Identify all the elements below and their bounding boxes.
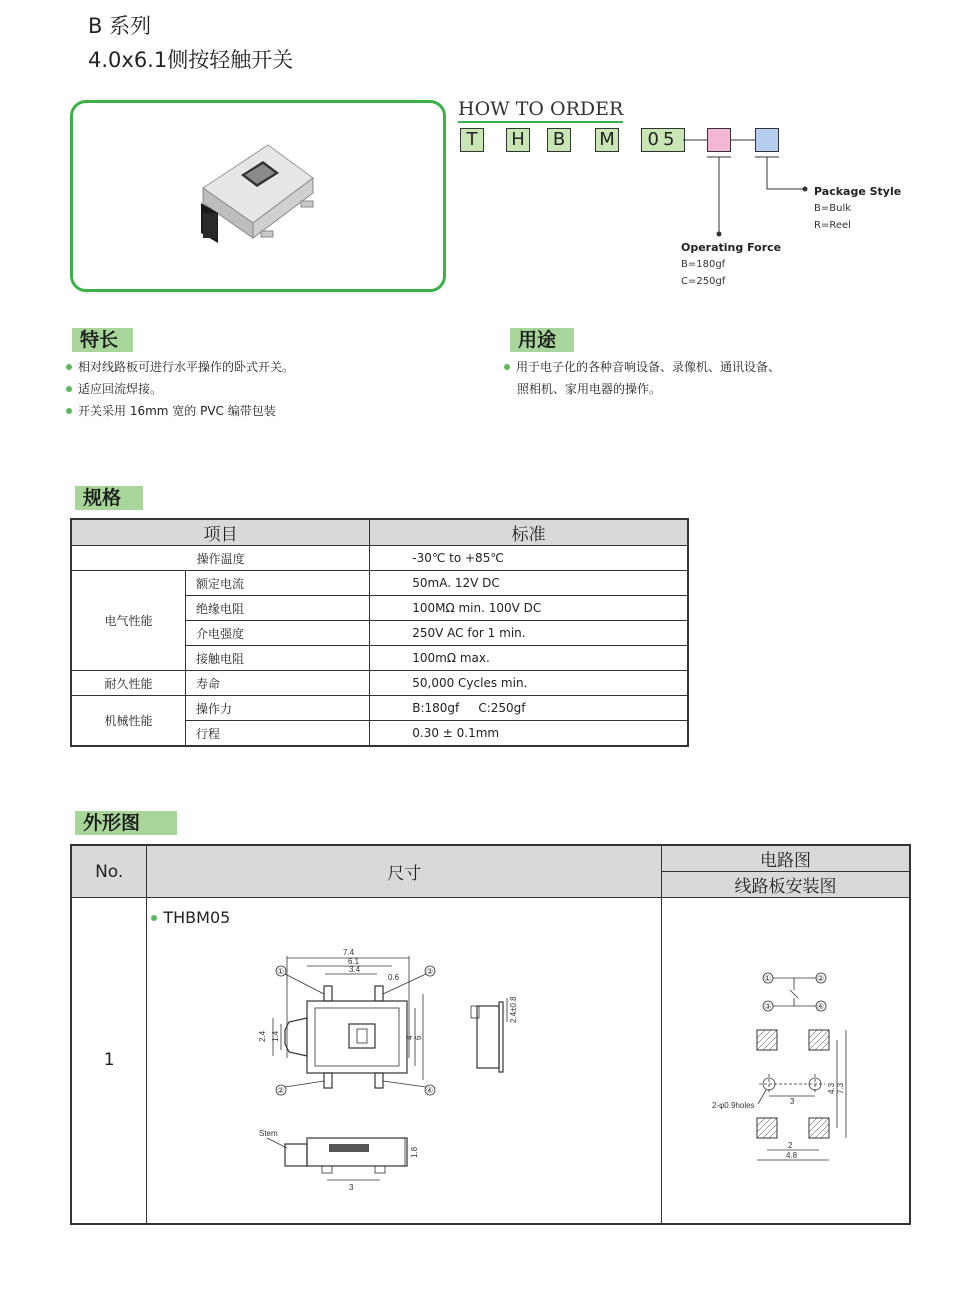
dimension-drawing <box>147 898 663 1224</box>
outline-row-no: 1 <box>71 898 147 1224</box>
order-code-05: 05 <box>641 128 685 152</box>
dim-6: 6 <box>414 1035 424 1040</box>
outline-header-pcb: 线路板安装图 <box>662 872 910 898</box>
spec-label: 行程 <box>186 721 370 747</box>
spec-value: -30℃ to +85℃ <box>370 546 688 571</box>
spec-group-electrical: 电气性能 <box>71 571 186 671</box>
outline-heading: 外形图 <box>75 811 177 835</box>
list-item: 开关采用 16mm 宽的 PVC 编带包装 <box>66 400 294 422</box>
pin-4-label: ④ <box>426 1086 434 1095</box>
dim-0-6: 0.6 <box>388 973 400 982</box>
circuit-pin-3: ③ <box>764 1002 772 1011</box>
table-row <box>71 898 910 1224</box>
table-header-row <box>71 519 688 546</box>
spec-label: 寿命 <box>186 671 370 696</box>
spec-label: 介电强度 <box>186 621 370 646</box>
spec-value: B:180gf C:250gf <box>370 696 688 721</box>
dim-2-4: 2.4 <box>258 1030 268 1042</box>
spec-table <box>70 518 689 747</box>
pcb-dim-2: 2 <box>788 1141 793 1150</box>
dim-side: 2.4±0.8 <box>509 996 519 1023</box>
operating-force-label: Operating Force <box>681 241 782 254</box>
order-connector-lines <box>680 128 820 243</box>
dim-6-1: 6.1 <box>348 957 360 966</box>
series-title: B 系列 <box>88 14 152 38</box>
order-code-m: M <box>595 128 619 152</box>
order-code-t: T <box>460 128 484 152</box>
table-row <box>71 671 688 696</box>
dim-1-8: 1.8 <box>410 1146 420 1158</box>
applications-heading: 用途 <box>510 328 574 352</box>
spec-value: 100mΩ max. <box>370 646 688 671</box>
outline-header-size: 尺寸 <box>147 845 662 898</box>
pin-1-label: ① <box>277 967 285 976</box>
bullet-icon <box>66 386 72 392</box>
product-photo <box>73 103 443 289</box>
spec-value: 50,000 Cycles min. <box>370 671 688 696</box>
circuit-pin-2: ② <box>817 974 825 983</box>
spec-label: 额定电流 <box>186 571 370 596</box>
spec-group-durability: 耐久性能 <box>71 671 186 696</box>
dim-7-4: 7.4 <box>343 948 355 957</box>
list-item: 用于电子化的各种音响设备、录像机、通讯设备、 <box>504 356 780 378</box>
spec-label: 接触电阻 <box>186 646 370 671</box>
package-option-reel: R=Reel <box>814 220 851 231</box>
bullet-icon <box>504 364 510 370</box>
spec-heading: 规格 <box>75 486 143 510</box>
dim-3-4: 3.4 <box>349 965 361 974</box>
package-option-bulk: B=Bulk <box>814 203 852 214</box>
bullet-icon <box>66 364 72 370</box>
pcb-dim-7-3: 7.3 <box>836 1082 846 1094</box>
holes-label: 2-φ0.9holes <box>712 1101 755 1110</box>
spec-group-mechanical: 机械性能 <box>71 696 186 747</box>
package-style-label: Package Style <box>814 185 902 198</box>
circuit-pin-4: ④ <box>817 1002 825 1011</box>
spec-label: 操作力 <box>186 696 370 721</box>
dim-1-4: 1.4 <box>271 1030 281 1042</box>
pcb-dim-4-3: 4.3 <box>827 1082 837 1094</box>
spec-value: 100MΩ min. 100V DC <box>370 596 688 621</box>
how-to-order-title: HOW TO ORDER <box>458 98 623 123</box>
features-list <box>66 356 294 422</box>
list-item: 照相机、家用电器的操作。 <box>517 382 662 396</box>
outline-header-circuit: 电路图 <box>662 845 910 872</box>
outline-circuit-cell <box>662 898 910 1224</box>
table-row <box>71 546 688 571</box>
dim-4: 4 <box>405 1035 415 1040</box>
circuit-pcb-drawing <box>662 898 911 1224</box>
stem-label: Stem <box>259 1129 279 1138</box>
force-option-c: C=250gf <box>681 276 726 287</box>
list-item: 适应回流焊接。 <box>66 378 294 400</box>
force-option-b: B=180gf <box>681 259 726 270</box>
spec-label: 操作温度 <box>71 546 370 571</box>
order-code-h: H <box>506 128 530 152</box>
bullet-icon <box>66 408 72 414</box>
table-row <box>71 571 688 596</box>
applications-list <box>504 356 780 400</box>
spec-header-item: 项目 <box>71 519 370 546</box>
features-heading: 特长 <box>72 328 133 352</box>
pcb-dim-4-8: 4.8 <box>786 1151 798 1160</box>
pin-2-label: ② <box>277 1086 285 1095</box>
dim-bottom-3: 3 <box>349 1183 354 1192</box>
spec-label: 绝缘电阻 <box>186 596 370 621</box>
spec-value: 0.30 ± 0.1mm <box>370 721 688 747</box>
order-code-b: B <box>547 128 571 152</box>
product-photo-frame <box>70 100 446 292</box>
circuit-pin-1: ① <box>764 974 772 983</box>
model-label: THBM05 <box>151 908 230 927</box>
pcb-dim-3: 3 <box>790 1097 795 1106</box>
list-item: 相对线路板可进行水平操作的卧式开关。 <box>66 356 294 378</box>
table-row <box>71 696 688 721</box>
pin-3-label: ③ <box>426 967 434 976</box>
outline-header-no: No. <box>71 845 147 898</box>
spec-value: 250V AC for 1 min. <box>370 621 688 646</box>
product-subtitle: 4.0x6.1侧按轻触开关 <box>88 48 294 72</box>
outline-drawing-cell <box>147 898 662 1224</box>
spec-value: 50mA. 12V DC <box>370 571 688 596</box>
spec-header-standard: 标准 <box>370 519 688 546</box>
outline-table <box>70 844 911 1225</box>
